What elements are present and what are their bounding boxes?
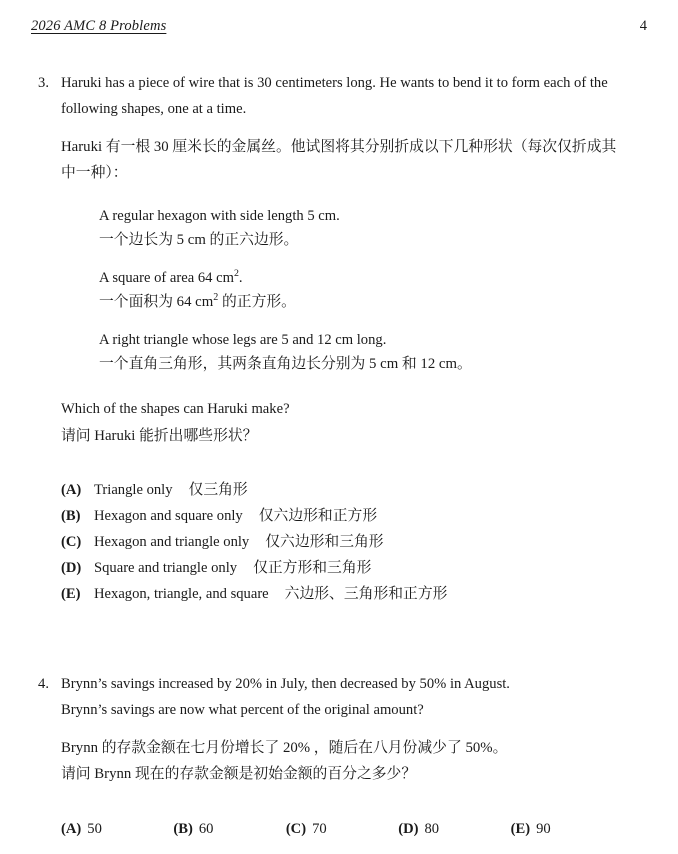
shape-item [99,328,623,376]
choice-e[interactable] [61,581,623,607]
choice-b[interactable] [61,503,623,529]
problem-3-statement-en: Haruki has a piece of wire that is 30 centimeters long. He wants to bend it to form each of the following shapes, one at a time. [61,75,608,117]
choice-d-text-zh: 仅正方形和三角形 [253,560,372,576]
choice-c-label: (C) [285,821,307,837]
shape-2-en [99,266,623,290]
choice-e-text-zh: 六边形、三角形和正方形 [284,586,448,602]
choice-d[interactable] [61,555,623,581]
shape-3-en: A right triangle whose legs are 5 and 12 cm long. [99,332,387,348]
shape-2-en-superscript: 2 [233,268,239,280]
problem-3-question [61,396,623,449]
problem-4-body [49,671,623,838]
choice-b-text-zh: 仅六边形和正方形 [258,508,378,524]
shape-item [99,266,623,314]
choice-d[interactable] [398,821,510,838]
choice-a[interactable] [61,477,623,503]
problem-4-number: 4. [38,676,49,692]
shape-2-zh-superscript: 2 [213,292,219,304]
choice-d-label: (D) [61,560,82,576]
problem-4-choices [61,821,623,838]
choice-e-label: (E) [510,821,531,837]
problem-3-shape-list [61,204,623,376]
problem-3-statement-zh: Haruki 有一根 30 厘米长的金属丝。他试图将其分别折成以下几种形状（每次仅折成其中一种）： [61,139,617,181]
problem-3-question-zh: 请问 Haruki 能折出哪些形状？ [61,428,258,444]
problem-3-number: 3. [38,75,49,91]
shape-2-zh-pre: 一个面积为 64 cm [99,294,214,310]
choice-c-value: 70 [312,821,327,837]
choice-b[interactable] [173,821,285,838]
shape-2-zh [99,290,623,314]
problem-4-statement-en-line1: Brynn’s savings increased by 20% in July, then decreased by 50% in August. [61,676,510,692]
shape-1-en: A regular hexagon with side length 5 cm. [99,208,340,224]
choice-e-value: 90 [536,821,551,837]
shape-1-zh: 一个边长为 5 cm 的正六边形。 [99,232,299,248]
choice-e-text-en: Hexagon, triangle, and square [94,586,269,602]
problem-3-question-en: Which of the shapes can Haruki make? [61,401,290,417]
problem-3 [31,70,623,607]
problem-4-statement-zh-line2: 请问 Brynn 现在的存款金额是初始金额的百分之多少？ [61,766,417,782]
shape-2-zh-post: 的正方形。 [218,294,296,310]
problem-3-body [49,70,623,607]
problem-spacer [31,623,623,671]
body-column [31,70,623,854]
choice-a-value: 50 [87,821,102,837]
choice-b-value: 60 [198,821,214,837]
shape-3-zh: 一个直角三角形，其两条直角边长分别为 5 cm 和 12 cm。 [99,356,472,372]
choice-e[interactable] [511,821,623,838]
header-title: 2026 AMC 8 Problems [31,18,167,34]
problem-3-choices [61,477,623,607]
choice-c-label: (C) [61,534,82,550]
choice-b-label: (B) [61,508,81,524]
choice-a-text-zh: 仅三角形 [188,482,248,498]
shape-item [99,204,623,252]
choice-a[interactable] [61,821,173,838]
choice-e-label: (E) [61,586,81,602]
choice-c-text-zh: 仅六边形和三角形 [265,534,384,550]
shape-2-en-pre: A square of area 64 cm [99,270,234,286]
page-number: 4 [639,18,647,34]
choice-a-label: (A) [61,482,82,498]
problem-4-statement-en-line2: Brynn’s savings are now what percent of the original amount? [61,702,424,718]
problem-4 [31,671,623,838]
problem-4-statement-zh-line1: Brynn 的存款金额在七月份增长了 20% ，随后在八月份减少了 50%。 [61,740,508,756]
choice-d-text-en: Square and triangle only [94,560,238,576]
choice-b-text-en: Hexagon and square only [94,508,243,524]
choice-c[interactable] [61,529,623,555]
choice-a-label: (A) [61,821,82,837]
choice-d-value: 80 [424,821,440,837]
choice-c[interactable] [286,821,398,838]
choice-b-label: (B) [173,821,193,837]
choice-c-text-en: Hexagon and triangle only [94,534,250,550]
page-header [31,18,647,40]
choice-d-label: (D) [398,821,419,837]
choice-a-text-en: Triangle only [94,482,173,498]
shape-2-en-post: . [238,270,243,286]
